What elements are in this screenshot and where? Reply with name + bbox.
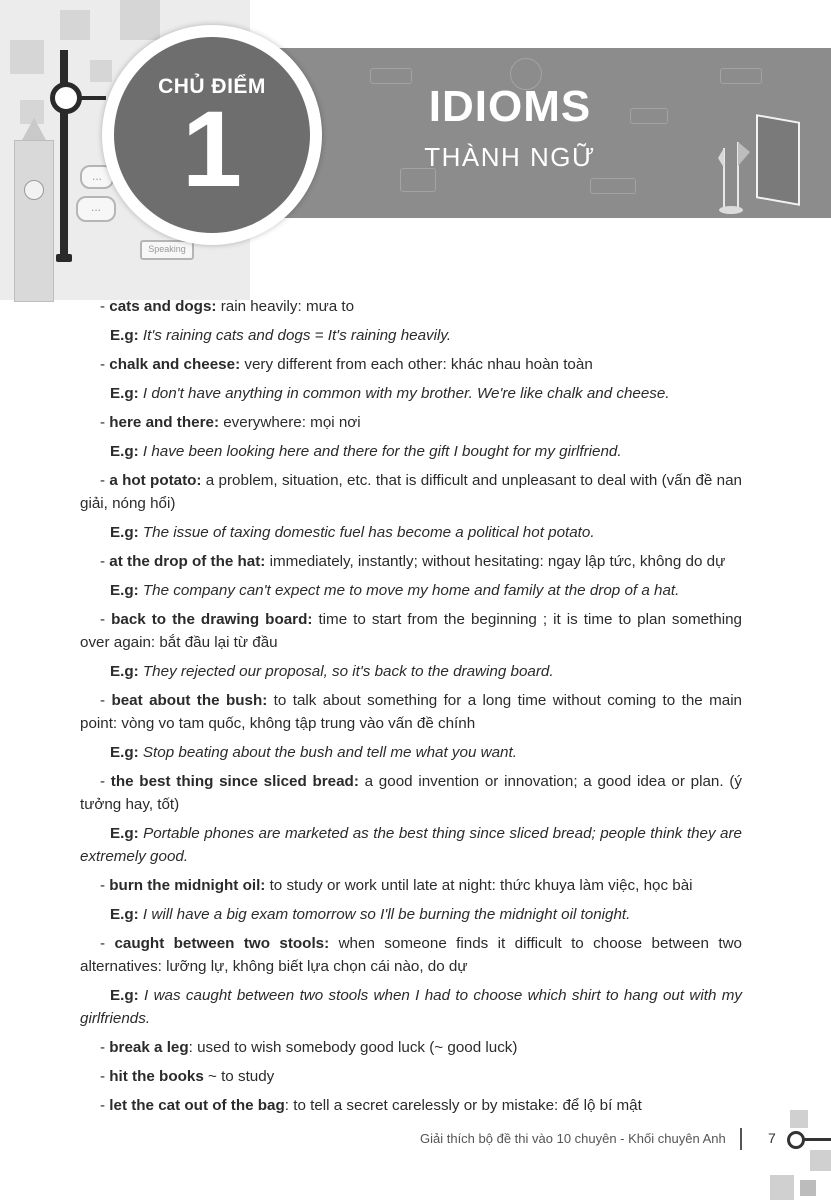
idiom-definition <box>80 353 742 376</box>
idiom-meaning: to talk about something for a long time without coming to the main point: vòng vo tam quốc, không tập trung vào vấn đề chính <box>80 692 743 732</box>
speech-bubble-icon <box>76 196 116 222</box>
idiom-example <box>80 660 742 683</box>
idiom-example <box>80 822 742 868</box>
example-text: It's raining cats and dogs = It's raining heavily. <box>138 327 452 344</box>
idiom-meaning: everywhere: mọi nơi <box>219 414 361 431</box>
idiom-meaning: a problem, situation, etc. that is difficult and unpleasant to deal with (vấn đề nan giải, nóng hổi) <box>80 472 742 512</box>
idiom-meaning: to study or work until late at night: thức khuya làm việc, học bài <box>265 877 693 894</box>
idiom-term: burn the midnight oil: <box>109 877 266 894</box>
idiom-term: a hot potato: <box>109 472 202 489</box>
corner-square <box>790 1110 808 1128</box>
idiom-term: cats and dogs: <box>109 298 217 315</box>
idiom-definition <box>80 608 742 654</box>
footer-divider <box>740 1128 742 1150</box>
book-icon <box>756 114 800 206</box>
entry-prefix: - <box>100 1068 110 1085</box>
example-label: E.g: <box>110 524 139 541</box>
idiom-term: at the drop of the hat: <box>109 553 266 570</box>
example-text: I don't have anything in common with my brother. We're like chalk and cheese. <box>138 385 670 402</box>
example-text: They rejected our proposal, so it's back to the drawing board. <box>138 663 554 680</box>
example-label: E.g: <box>110 906 139 923</box>
example-label: E.g: <box>110 327 139 344</box>
entry-prefix: - <box>100 553 110 570</box>
chapter-number: 1 <box>181 88 243 209</box>
idiom-term: caught between two stools: <box>114 935 330 952</box>
idiom-definition <box>80 1094 742 1117</box>
entry-prefix: - <box>100 298 110 315</box>
example-label: E.g: <box>110 744 139 761</box>
example-label: E.g: <box>110 443 139 460</box>
idiom-example <box>80 324 742 347</box>
signpost-base-icon <box>56 254 72 262</box>
entry-prefix: - <box>100 773 111 790</box>
entry-prefix: - <box>100 877 110 894</box>
idiom-term: let the cat out of the bag <box>109 1097 285 1114</box>
idiom-term: chalk and cheese: <box>109 356 241 373</box>
example-label: E.g: <box>110 987 139 1004</box>
idiom-example <box>80 521 742 544</box>
entry-prefix: - <box>100 935 115 952</box>
example-text: I have been looking here and there for the gift I bought for my girlfriend. <box>138 443 622 460</box>
tower-spire-icon <box>22 118 46 140</box>
page-marker-icon <box>787 1131 805 1149</box>
entry-prefix: - <box>100 472 110 489</box>
idiom-definition <box>80 1065 742 1088</box>
idiom-example <box>80 903 742 926</box>
idiom-meaning: a good invention or innovation; a good idea or plan. (ý tưởng hay, tốt) <box>80 773 742 813</box>
page-title: IDIOMS <box>428 82 592 131</box>
signpost-arm-icon <box>80 96 106 100</box>
idiom-term: beat about the bush: <box>111 692 268 709</box>
chapter-label: CHỦ ĐIỂM <box>158 75 266 98</box>
idiom-definition <box>80 550 742 573</box>
idiom-term: break a leg <box>109 1039 189 1056</box>
idiom-meaning: when someone finds it difficult to choose between two alternatives: lưỡng lự, không biết lựa chọn cái nào, do dự <box>80 935 742 975</box>
idiom-definition <box>80 874 742 897</box>
example-label: E.g: <box>110 663 139 680</box>
entry-prefix: - <box>100 611 112 628</box>
entry-prefix: - <box>100 356 110 373</box>
idiom-example <box>80 579 742 602</box>
idiom-definition <box>80 689 742 735</box>
entry-prefix: - <box>100 414 110 431</box>
chapter-badge <box>114 37 310 233</box>
signpost-ring-icon <box>50 82 82 114</box>
idiom-definition <box>80 770 742 816</box>
idiom-meaning: : to tell a secret carelessly or by mistake: để lộ bí mật <box>284 1097 642 1114</box>
idiom-meaning: very different from each other: khác nhau hoàn toàn <box>240 356 593 373</box>
idiom-definition <box>80 295 742 318</box>
speaking-badge-label: Speaking <box>148 244 186 254</box>
idiom-definition <box>80 469 742 515</box>
idiom-meaning: time to start from the beginning ; it is time to plan something over again: bắt đầu lại từ đầu <box>80 611 742 651</box>
idiom-term: the best thing since sliced bread: <box>110 773 359 790</box>
idiom-term: back to the drawing board: <box>111 611 313 628</box>
example-text: I was caught between two stools when I had to choose which shirt to hang out with my girlfriends. <box>80 987 742 1027</box>
idiom-meaning: immediately, instantly; without hesitating: ngay lập tức, không do dự <box>265 553 726 570</box>
idioms-list <box>80 295 742 1117</box>
example-text: The issue of taxing domestic fuel has become a political hot potato. <box>138 524 595 541</box>
entry-prefix: - <box>100 1039 110 1056</box>
example-text: Stop beating about the bush and tell me what you want. <box>138 744 517 761</box>
idiom-meaning: rain heavily: mưa to <box>216 298 355 315</box>
example-text: Portable phones are marketed as the best thing since sliced bread; people think they are extremely good. <box>80 825 742 865</box>
example-label: E.g: <box>110 825 139 842</box>
clock-tower-icon <box>14 140 54 302</box>
idiom-example <box>80 382 742 405</box>
idiom-meaning: ~ to study <box>203 1068 275 1085</box>
idiom-definition <box>80 932 742 978</box>
idiom-definition <box>80 1036 742 1059</box>
entry-prefix: - <box>100 1097 110 1114</box>
example-text: I will have a big exam tomorrow so I'll be burning the midnight oil tonight. <box>138 906 631 923</box>
example-label: E.g: <box>110 582 139 599</box>
corner-square <box>810 1150 831 1171</box>
idiom-term: hit the books <box>109 1068 204 1085</box>
bubble-text: ... <box>91 169 102 183</box>
book-title: Giải thích bộ đề thi vào 10 chuyên - Khối chuyên Anh <box>420 1131 726 1146</box>
speaking-badge <box>140 240 194 260</box>
page-marker-line <box>804 1138 831 1141</box>
example-label: E.g: <box>110 385 139 402</box>
example-text: The company can't expect me to move my home and family at the drop of a hat. <box>138 582 680 599</box>
bubble-text: ... <box>90 200 101 214</box>
page-subtitle: THÀNH NGỮ <box>424 142 596 172</box>
page-number: 7 <box>768 1130 776 1146</box>
idiom-example <box>80 741 742 764</box>
flags-icon <box>716 140 756 215</box>
idiom-example <box>80 984 742 1030</box>
idiom-meaning: : used to wish somebody good luck (~ good luck) <box>188 1039 518 1056</box>
idiom-example <box>80 440 742 463</box>
idiom-definition <box>80 411 742 434</box>
entry-prefix: - <box>100 692 112 709</box>
corner-square <box>800 1180 816 1196</box>
corner-square <box>770 1175 794 1200</box>
idiom-term: here and there: <box>109 414 219 431</box>
clock-icon <box>24 180 44 200</box>
